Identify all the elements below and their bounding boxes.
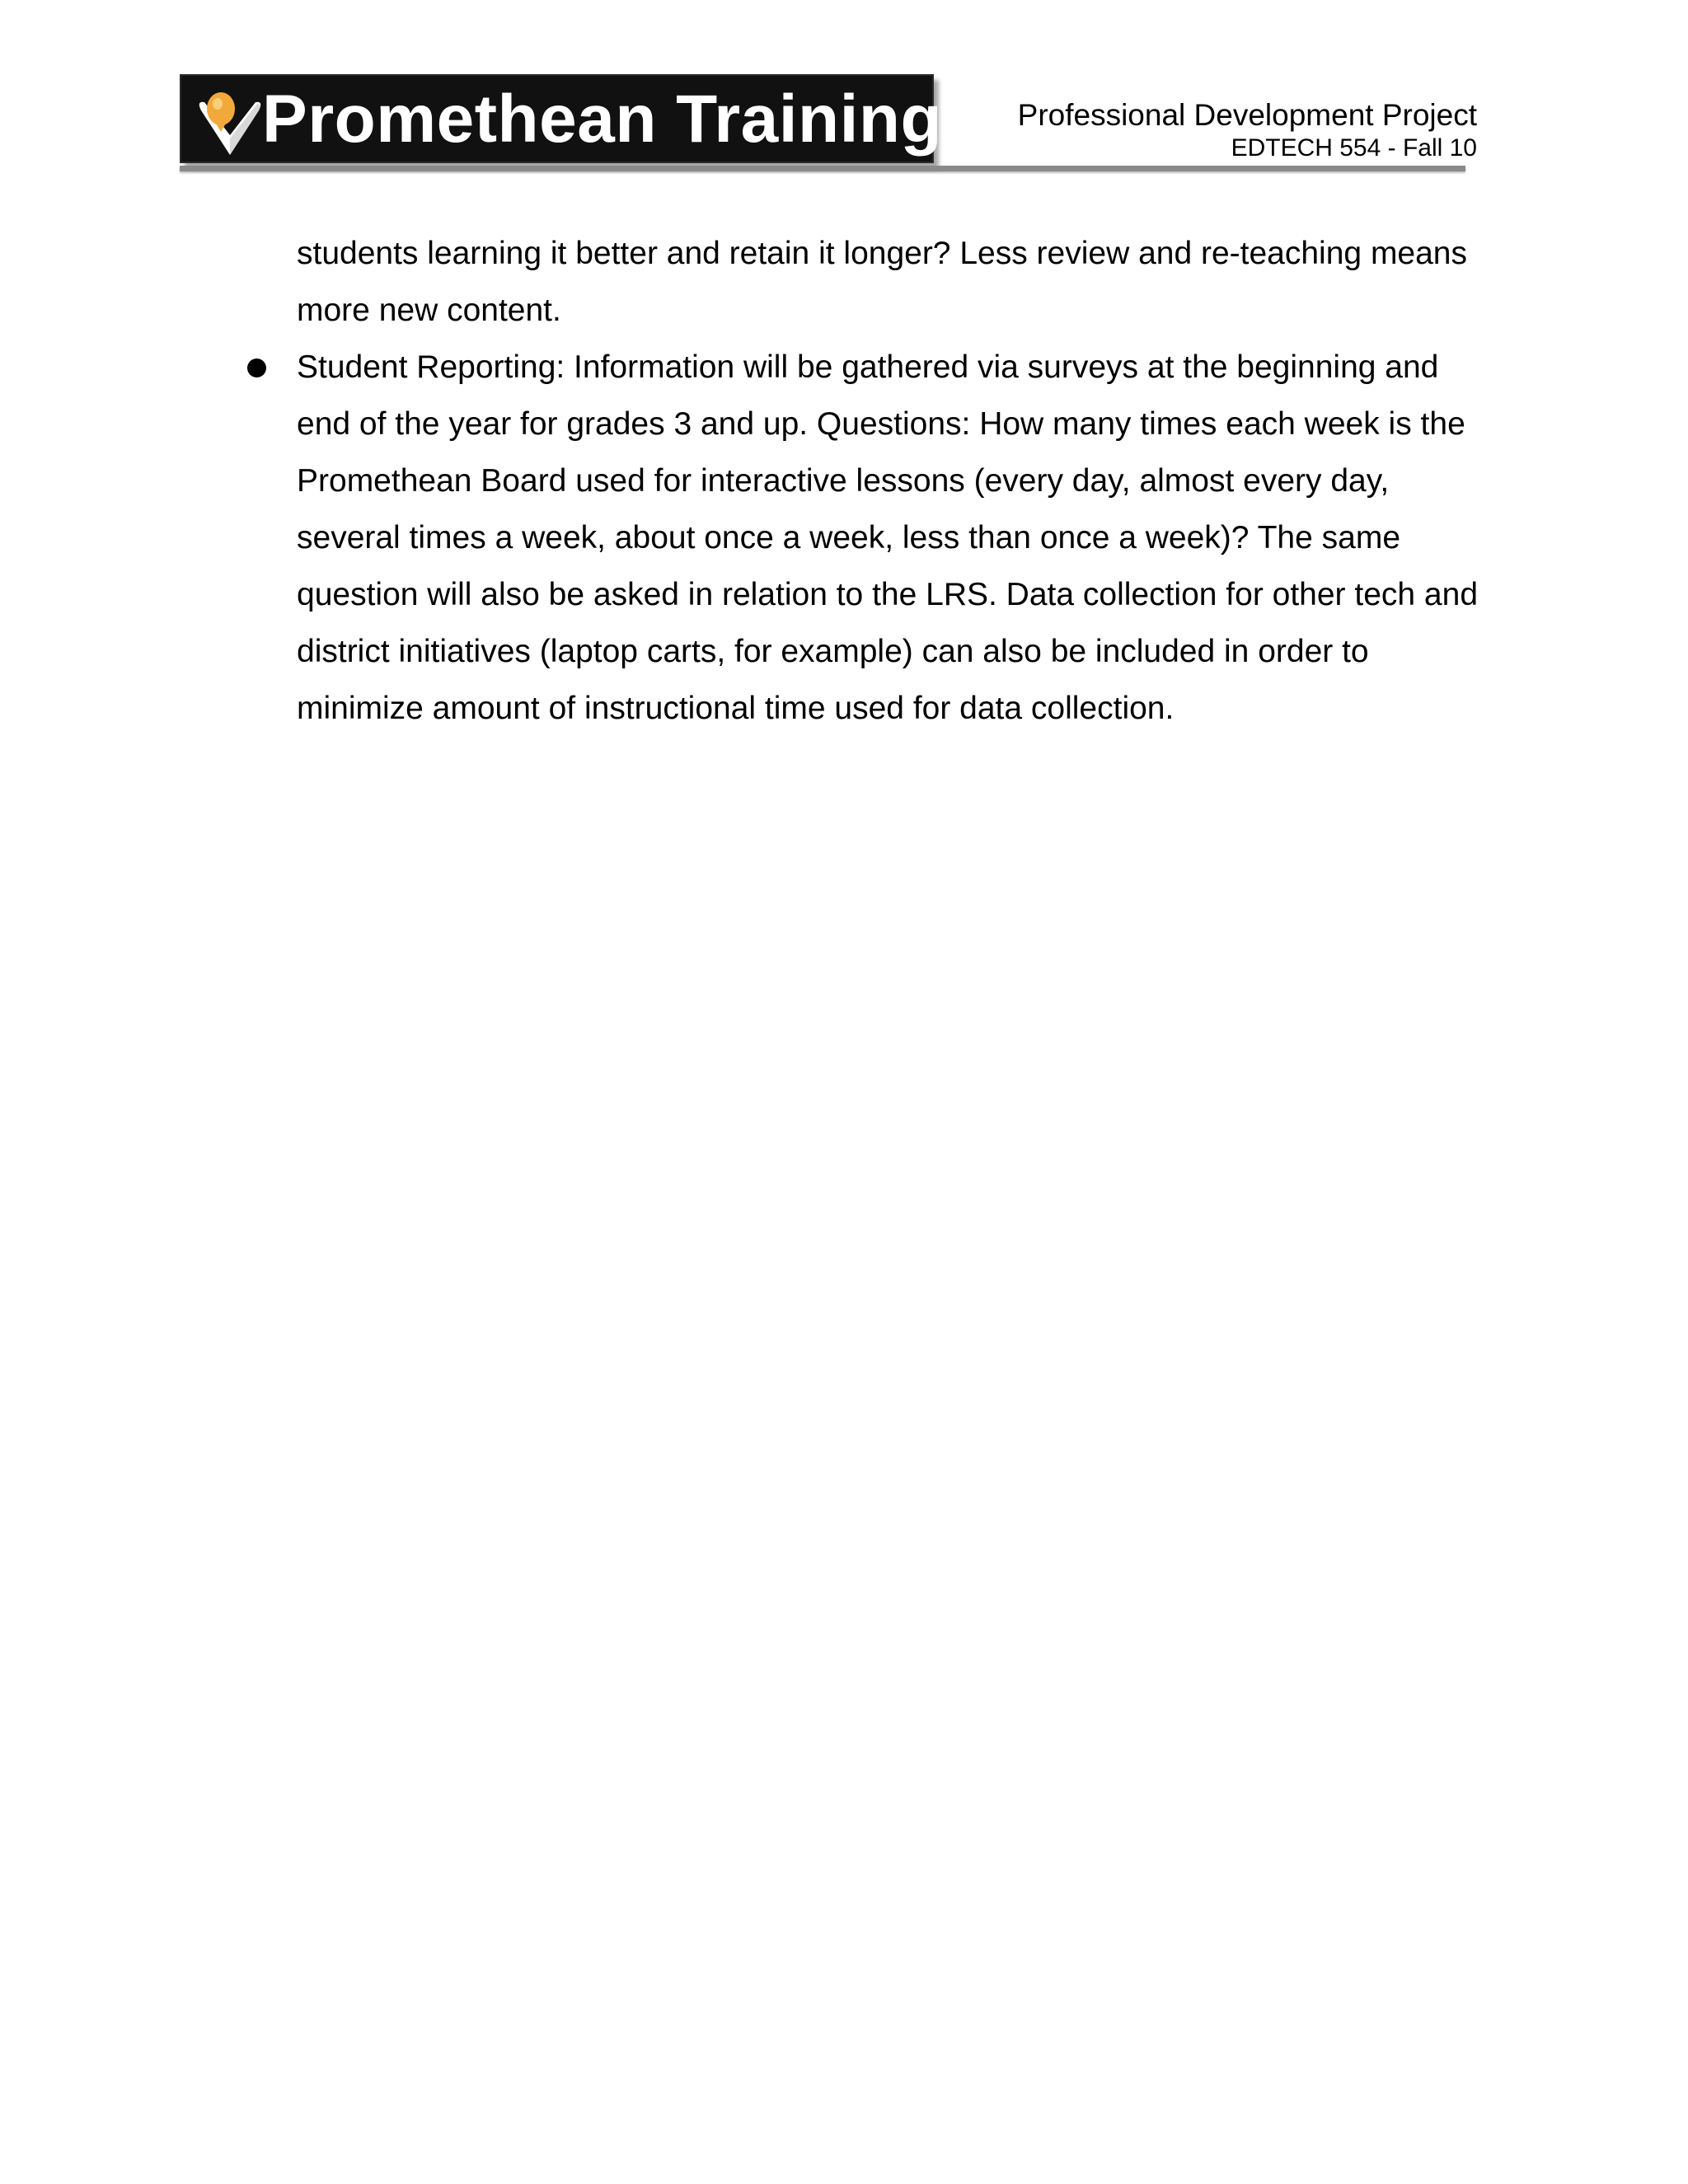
course-info: EDTECH 554 - Fall 10 [1231,134,1477,162]
logo-text: Promethean Training [262,82,943,157]
bullet-item-student-reporting [297,339,1484,737]
bullet-text: Student Reporting: Information will be gathered via surveys at the beginning and end of the year for grades 3 and up. Questions: How many times each week is the Promethean Board used for interactive lessons (every day, almost every day, several times a week, about once a week, less than once a week)? The same question will also be asked in relation to the LRS. Data collection for other tech and district initiatives (laptop carts, for example) can also be included in order to minimize amount of instructional time used for data collection. [297,349,1479,726]
document-body [297,225,1484,737]
project-title: Professional Development Project [1017,98,1477,132]
bullet-icon [247,359,266,377]
promethean-logo-icon [193,84,267,158]
header-info [1018,97,1477,163]
logo-banner [180,74,943,163]
continuation-paragraph: students learning it better and retain it longer? Less review and re-teaching means more new content. [297,236,1467,328]
header-divider [180,166,1465,171]
